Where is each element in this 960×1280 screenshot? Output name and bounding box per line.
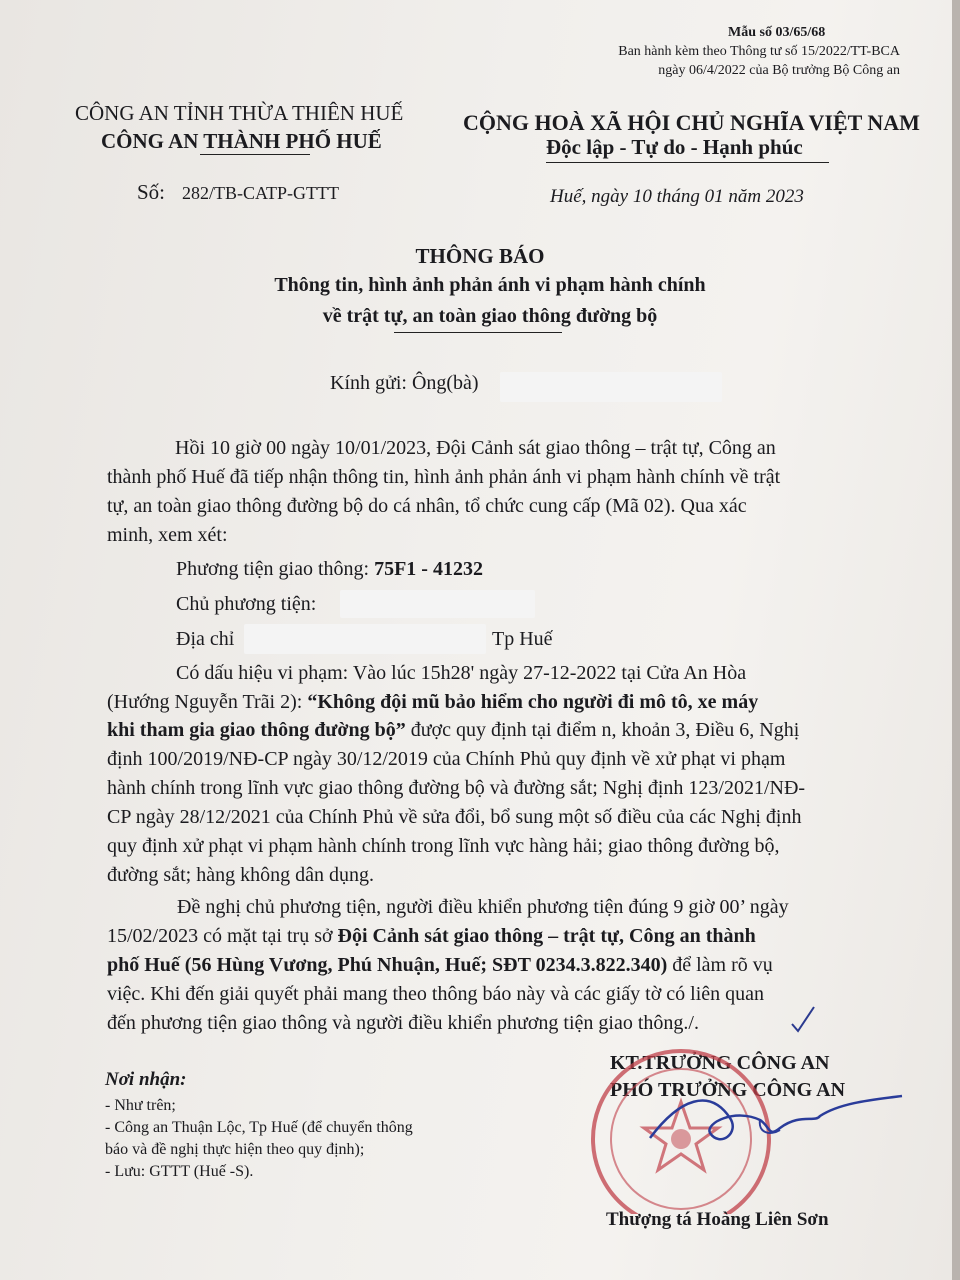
violation-description-cont: khi tham gia giao thông đường bộ” — [107, 719, 406, 741]
recipient-item: - Như trên; — [105, 1097, 176, 1114]
subtitle-underline — [394, 332, 562, 333]
violation-line: quy định xử phạt vi phạm hành chính trong lĩnh vực hàng hải; giao thông đường bộ, — [107, 835, 780, 857]
doc-subtitle-1: Thông tin, hình ảnh phản ánh vi phạm hành chính — [274, 274, 706, 296]
redacted-owner — [340, 590, 535, 618]
intro-line: Hồi 10 giờ 00 ngày 10/01/2023, Đội Cảnh sát giao thông – trật tự, Công an — [175, 437, 776, 459]
greeting: Kính gửi: Ông(bà) — [330, 372, 479, 394]
doc-number-label: Số: — [137, 180, 166, 204]
signature-authority: KT.TRƯỞNG CÔNG AN — [610, 1052, 830, 1074]
vehicle-label: Phương tiện giao thông: — [176, 558, 370, 580]
org-underline — [200, 154, 310, 155]
signature-position: PHÓ TRƯỞNG CÔNG AN — [610, 1079, 846, 1101]
violation-line: hành chính trong lĩnh vực giao thông đường bộ và đường sắt; Nghị định 123/2021/NĐ- — [107, 777, 806, 799]
org-parent: CÔNG AN TỈNH THỪA THIÊN HUẾ — [75, 101, 404, 125]
national-motto: Độc lập - Tự do - Hạnh phúc — [546, 135, 803, 159]
violation-line: định 100/2019/NĐ-CP ngày 30/12/2019 của Chính Phủ quy định về xử phạt vi phạm — [107, 748, 786, 770]
form-issued-with: Ban hành kèm theo Thông tư số 15/2022/TT-BCA — [618, 44, 900, 59]
request-line: đến phương tiện giao thông và người điều khiển phương tiện giao thông./. — [107, 1012, 699, 1034]
form-issued-date: ngày 06/4/2022 của Bộ trưởng Bộ Công an — [658, 63, 900, 78]
recipient-item: - Công an Thuận Lộc, Tp Huế (để chuyển thông — [105, 1119, 413, 1136]
request-line — [107, 925, 756, 948]
form-number: Mẫu số 03/65/68 — [728, 25, 826, 40]
intro-line: minh, xem xét: — [107, 524, 228, 546]
nation-title: CỘNG HOÀ XÃ HỘI CHỦ NGHĨA VIỆT NAM — [463, 110, 920, 135]
doc-subtitle-2: về trật tự, an toàn giao thông đường bộ — [322, 305, 658, 327]
violation-line: đường sắt; hàng không dân dụng. — [107, 864, 374, 886]
address-tail: Tp Huế — [492, 628, 553, 650]
violation-line — [107, 719, 799, 742]
vehicle-line — [176, 558, 483, 581]
violation-legal-basis: được quy định tại điểm n, khoản 3, Điều 6, Nghị — [405, 719, 800, 741]
recipients-title: Nơi nhận: — [105, 1069, 187, 1090]
violation-location: (Hướng Nguyễn Trãi 2): — [107, 691, 308, 713]
intro-line: thành phố Huế đã tiếp nhận thông tin, hình ảnh phản ánh vi phạm hành chính về trật — [107, 466, 781, 488]
checkmark-icon — [788, 1004, 818, 1034]
redacted-address — [244, 624, 486, 654]
motto-underline — [546, 162, 829, 163]
org-name: CÔNG AN THÀNH PHỐ HUẾ — [101, 129, 382, 153]
request-line: việc. Khi đến giải quyết phải mang theo thông báo này và các giấy tờ có liên quan — [107, 983, 765, 1005]
signer-name: Thượng tá Hoàng Liên Sơn — [606, 1209, 829, 1230]
address-label: Địa chỉ — [176, 628, 235, 650]
intro-line: tự, an toàn giao thông đường bộ do cá nhân, tổ chức cung cấp (Mã 02). Qua xác — [107, 495, 747, 517]
doc-number: 282/TB-CATP-GTTT — [182, 183, 339, 203]
request-line: Đề nghị chủ phương tiện, người điều khiển phương tiện đúng 9 giờ 00’ ngày — [177, 896, 789, 918]
violation-description: “Không đội mũ bảo hiểm cho người đi mô tô, xe máy — [307, 691, 759, 713]
violation-line: Có dấu hiệu vi phạm: Vào lúc 15h28' ngày 27-12-2022 tại Cửa An Hòa — [176, 662, 747, 684]
page-edge-shadow — [952, 0, 960, 1280]
signature-icon — [640, 1078, 910, 1158]
recipient-item: báo và đề nghị thực hiện theo quy định); — [105, 1141, 365, 1158]
redacted-name — [500, 372, 722, 402]
violation-line — [107, 691, 758, 714]
request-purpose: để làm rõ vụ — [667, 954, 773, 976]
violation-line: CP ngày 28/12/2021 của Chính Phủ về sửa đổi, bổ sung một số điều của các Nghị định — [107, 806, 802, 828]
doc-title: THÔNG BÁO — [415, 244, 545, 268]
owner-label: Chủ phương tiện: — [176, 593, 317, 615]
request-office: Đội Cảnh sát giao thông – trật tự, Công an thành — [337, 925, 756, 947]
request-line — [107, 954, 773, 977]
vehicle-plate: 75F1 - 41232 — [374, 558, 483, 580]
request-date: 15/02/2023 có mặt tại trụ sở — [107, 925, 338, 947]
place-date: Huế, ngày 10 tháng 01 năm 2023 — [550, 186, 804, 207]
recipient-item: - Lưu: GTTT (Huế -S). — [105, 1163, 254, 1180]
request-address: phố Huế (56 Hùng Vương, Phú Nhuận, Huế; SĐT 0234.3.822.340) — [107, 954, 668, 976]
